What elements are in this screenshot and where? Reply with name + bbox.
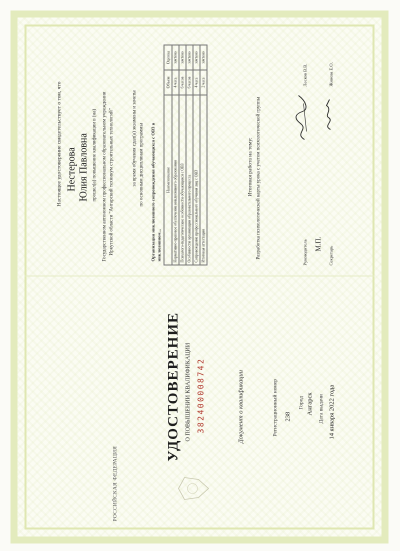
discipline-volume: 4 часа (172, 70, 179, 95)
table-row (172, 45, 179, 265)
disciplines-table (163, 44, 207, 265)
discipline-name: Особенности организации образовательного процесса (186, 95, 193, 265)
table-row (186, 45, 193, 265)
exams-text-1: за время обучения сдал(а) экзамены и зачеты (132, 89, 137, 186)
exams-text-2: по основным дисциплинам программы (139, 122, 144, 206)
discipline-grade: зачтено (186, 45, 193, 70)
organization-line-1: Государственном автономном профессиональном образовательном учреждении (102, 91, 107, 261)
final-work-label: Итоговая работа на тему: (247, 136, 253, 196)
table-row (200, 45, 207, 265)
discipline-name: Нормативно-правовое обеспечение инклюзивного образования (172, 95, 179, 265)
document-kind: Документ о квалификации (237, 369, 244, 443)
program-title-1: Организация инклюзивного сопровождения обучающихся с ОВЗ в (150, 122, 155, 261)
discipline-volume: 2 часа (200, 70, 207, 95)
discipline-name: Итоговая аттестация (200, 95, 207, 265)
secretary-signature-icon (320, 97, 336, 131)
city-value: Ангарск (306, 391, 313, 415)
final-work-title: Разработка психологической карты урока с учетом психологической группы (256, 96, 261, 259)
discipline-grade: зачтено (193, 45, 200, 70)
fold-line (24, 275, 374, 276)
intro-text: Настоящее удостоверение свидетельствует о том, что (56, 80, 62, 206)
discipline-name: Сопровождение профессионального обучения лиц с ОВЗ (193, 95, 200, 265)
country-label: РОССИЙСКАЯ ФЕДЕРАЦИЯ (112, 445, 118, 521)
director-name: Лесков В.В. (302, 63, 307, 86)
stamp-place: М.П. (314, 236, 322, 251)
column-header-volume: Объем (164, 70, 172, 95)
date-label: Дата выдачи (318, 393, 324, 423)
discipline-volume: 4 часа (193, 70, 200, 95)
discipline-grade: зачтено (200, 45, 207, 70)
date-value: 14 января 2022 года (328, 384, 335, 439)
holder-surname: Нестерова (66, 146, 77, 191)
discipline-name: Психолого-педагогические особенности обучающихся с ОВЗ (179, 95, 186, 265)
secretary-name: Жинева Е.О. (328, 61, 333, 86)
discipline-grade: зачтено (172, 45, 179, 70)
document-title: УДОСТОВЕРЕНИЕ (165, 311, 181, 461)
discipline-grade: зачтено (179, 45, 186, 70)
city-label: Город (298, 395, 304, 409)
program-title-2: инклюзивном... (156, 228, 161, 261)
table-header-row (164, 45, 172, 265)
organization-line-2: Иркутской области "Ангарский техникум строительных технологий" (109, 107, 114, 255)
document-subtitle: О ПОВЫШЕНИИ КВАЛИФИКАЦИИ (185, 342, 191, 441)
registration-label: Регистрационный номер (272, 378, 278, 436)
holder-name: Юлия Павловна (78, 132, 89, 201)
table-row (179, 45, 186, 265)
emblem-icon (176, 473, 210, 503)
document-number: 382400008742 (196, 357, 205, 433)
passed-text: прошел(а) повышение квалификации в (на) (92, 108, 97, 201)
column-header-name: Наименование (164, 95, 172, 265)
discipline-volume: 6 часов (179, 70, 186, 95)
column-header-grade: Оценка (164, 45, 172, 70)
director-signature-icon (292, 93, 310, 141)
discipline-volume: 6 часов (186, 70, 193, 95)
director-label: Руководитель (302, 238, 307, 265)
secretary-label: Секретарь (328, 245, 333, 265)
table-row (193, 45, 200, 265)
registration-value: 238 (284, 411, 291, 421)
